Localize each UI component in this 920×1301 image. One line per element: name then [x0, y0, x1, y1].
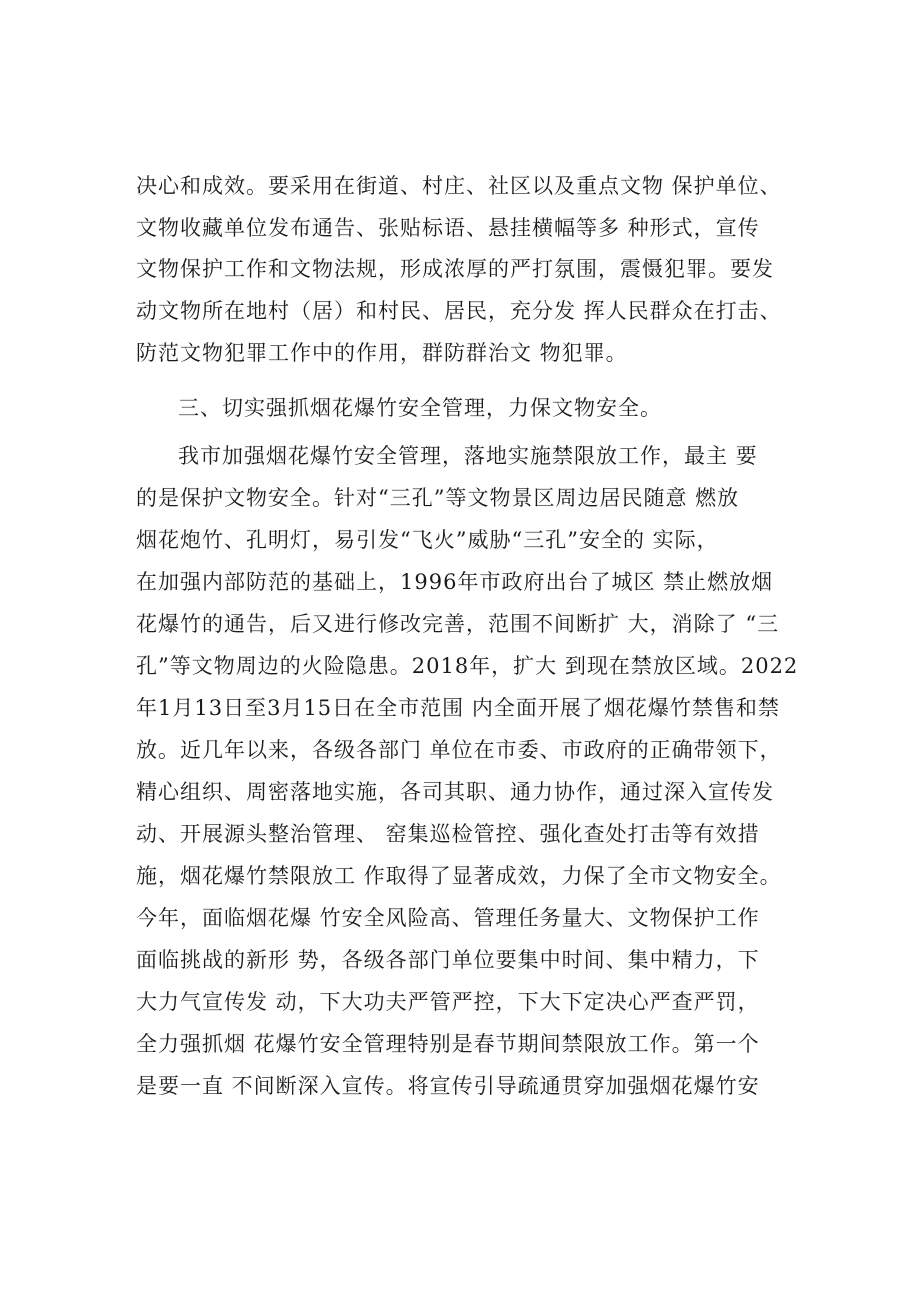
text-line: 今年，面临烟花爆 竹安全风险高、管理任务量大、文物保护工作: [136, 906, 760, 930]
text-line: 放。近几年以来，各级各部门 单位在市委、市政府的正确带领下，: [136, 738, 782, 762]
text-line: 防范文物犯罪工作中的作用，群防群治文 物犯罪。: [136, 341, 628, 365]
text-line: 花爆竹的通告，后又进行修改完善，范围不间断扩 大，消除了 “三: [136, 612, 780, 636]
text-line: 我市加强烟花爆竹安全管理，落地实施禁限放工作，最主 要: [178, 444, 758, 468]
text-line: 大力气宣传发 动，下大功夫严管严控，下大下定决心严查严罚，: [136, 990, 760, 1014]
text-line: 动、开展源头整治管理、 窑集巡检管控、强化查处打击等有效措: [136, 822, 760, 846]
text-line: 面临挑战的新形 势，各级各部门单位要集中时间、集中精力，下: [136, 948, 760, 972]
text-line: 年1月13日至3月15日在全市范围 内全面开展了烟花爆竹禁售和禁: [136, 696, 780, 720]
text-line: 动文物所在地村（居）和村民、居民，充分发 挥人民群众在打击、: [136, 299, 782, 323]
text-line: 文物收藏单位发布通告、张贴标语、悬挂横幅等多 种形式，宣传: [136, 216, 760, 240]
text-line: 是要一直 不间断深入宣传。将宣传引导疏通贯穿加强烟花爆竹安: [136, 1074, 760, 1098]
section-heading: 三、切实强抓烟花爆竹安全管理，力保文物安全。: [178, 396, 662, 420]
text-line: 精心组织、周密落地实施，各司其职、通力协作，通过深入宣传发: [136, 780, 774, 804]
text-line: 在加强内部防范的基础上，1996年市政府出台了城区 禁止燃放烟: [136, 570, 774, 594]
text-line: 文物保护工作和文物法规，形成浓厚的严打氛围，震慑犯罪。要发: [136, 257, 774, 281]
text-line: 孔”等文物周边的火险隐患。2018年，扩大 到现在禁放区域。2022: [136, 654, 799, 678]
text-line: 决心和成效。要采用在街道、村庄、社区以及重点文物 保护单位、: [136, 174, 782, 198]
text-line: 的是保护文物安全。针对“三孔”等文物景区周边居民随意 燃放: [136, 486, 740, 510]
text-line: 全力强抓烟 花爆竹安全管理特别是春节期间禁限放工作。第一个: [136, 1032, 760, 1056]
text-line: 施，烟花爆竹禁限放工 作取得了显著成效，力保了全市文物安全。: [136, 864, 782, 888]
text-line: 烟花炮竹、孔明灯，易引发“飞火”威胁“三孔”安全的 实际，: [136, 528, 719, 552]
